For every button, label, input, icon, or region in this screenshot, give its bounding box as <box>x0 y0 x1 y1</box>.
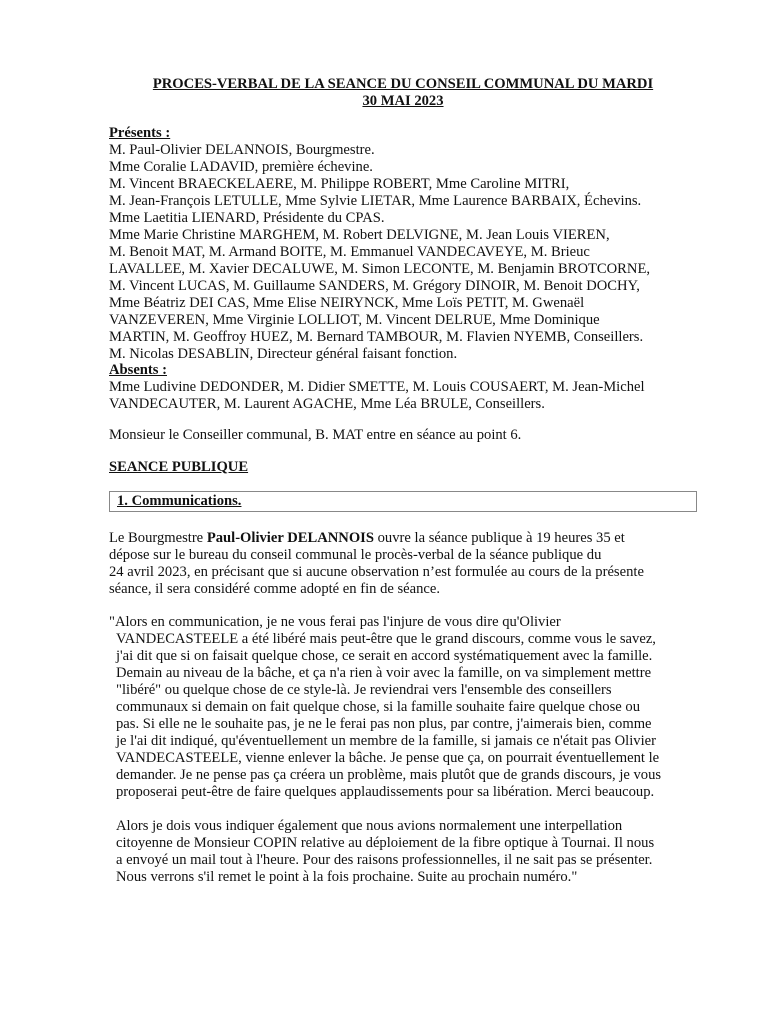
section-heading: SEANCE PUBLIQUE <box>109 459 249 475</box>
presents-line: M. Nicolas DESABLIN, Directeur général faisant fonction. <box>109 346 458 362</box>
quote-paragraph-1 <box>109 614 709 801</box>
quote-line: VANDECASTEELE a été libéré mais peut-être que le grand discours, comme vous le savez, <box>116 631 656 647</box>
intro-line: séance, il sera considéré comme adopté en fin de séance. <box>109 581 441 597</box>
document-title-line2: 30 MAI 2023 <box>362 93 444 109</box>
mayor-name: Paul-Olivier DELANNOIS <box>206 530 374 546</box>
agenda-item-title: 1. Communications. <box>117 493 242 509</box>
presents-line: Mme Coralie LADAVID, première échevine. <box>109 159 373 175</box>
late-arrival-note: Monsieur le Conseiller communal, B. MAT entre en séance au point 6. <box>109 427 522 443</box>
quote-line: j'ai dit que si on faisait quelque chose, ce serait en accord systématiquement avec la famille. <box>116 648 653 664</box>
presents-line: Mme Marie Christine MARGHEM, M. Robert DELVIGNE, M. Jean Louis VIEREN, <box>109 227 610 243</box>
absents-line: Mme Ludivine DEDONDER, M. Didier SMETTE, M. Louis COUSAERT, M. Jean-Michel <box>109 379 645 395</box>
intro-line: dépose sur le bureau du conseil communal le procès-verbal de la séance publique du <box>109 547 602 563</box>
presents-line: Mme Laetitia LIENARD, Présidente du CPAS. <box>109 210 385 226</box>
absents-line: VANDECAUTER, M. Laurent AGACHE, Mme Léa BRULE, Conseillers. <box>109 396 545 412</box>
quote-line: demander. Je ne pense pas ça créera un problème, mais plutôt que de grands discours, je vous <box>116 767 662 783</box>
document-title-line1: PROCES-VERBAL DE LA SEANCE DU CONSEIL COMMUNAL DU MARDI <box>152 76 654 92</box>
intro-line1-rest: ouvre la séance publique à 19 heures 35 et <box>373 530 625 546</box>
quote-line: proposerai peut-être de faire quelques applaudissements pour sa libération. Merci beaucoup. <box>116 784 655 800</box>
quote-line: a envoyé un mail tout à l'heure. Pour des raisons professionnelles, il ne sait pas se présenter. <box>116 852 653 868</box>
presents-line: VANZEVEREN, Mme Virginie LOLLIOT, M. Vincent DELRUE, Mme Dominique <box>109 312 600 328</box>
quote-line: Alors je dois vous indiquer également que nous avions normalement une interpellation <box>116 818 623 834</box>
presents-line: MARTIN, M. Geoffroy HUEZ, M. Bernard TAMBOUR, M. Flavien NYEMB, Conseillers. <box>109 329 644 345</box>
presents-line: M. Vincent BRAECKELAERE, M. Philippe ROBERT, Mme Caroline MITRI, <box>109 176 570 192</box>
quote-line: pas. Si elle ne le souhaite pas, je ne le ferai pas non plus, par contre, j'aimerais bien, comme <box>116 716 652 732</box>
presents-line: Mme Béatriz DEI CAS, Mme Elise NEIRYNCK, Mme Loïs PETIT, M. Gwenaël <box>109 295 585 311</box>
quote-line: "Alors en communication, je ne vous ferai pas l'injure de vous dire qu'Olivier <box>109 614 561 630</box>
quote-line: Nous verrons s'il remet le point à la fois prochaine. Suite au prochain numéro." <box>116 869 578 885</box>
quote-line: je l'ai dit indiqué, qu'éventuellement un membre de la famille, si jamais ce n'était pas Olivier <box>116 733 656 749</box>
intro-line: 24 avril 2023, en précisant que si aucune observation n’est formulée au cours de la présente <box>109 564 644 580</box>
intro-paragraph <box>109 530 699 598</box>
absents-heading: Absents : <box>109 362 167 378</box>
presents-line: M. Jean-François LETULLE, Mme Sylvie LIETAR, Mme Laurence BARBAIX, Échevins. <box>109 193 642 209</box>
presents-heading: Présents : <box>109 125 171 141</box>
quote-line: Demain au niveau de la bâche, et ça n'a rien à voir avec la famille, on va simplement mettre <box>116 665 652 681</box>
intro-line-1 <box>109 530 699 547</box>
intro-prefix: Le Bourgmestre <box>109 530 207 546</box>
presents-line: LAVALLEE, M. Xavier DECALUWE, M. Simon LECONTE, M. Benjamin BROTCORNE, <box>109 261 651 277</box>
quote-line: VANDECASTEELE, vienne enlever la bâche. Je pense que ça, on pourrait éventuellement le <box>116 750 660 766</box>
quote-paragraph-2 <box>109 818 709 886</box>
quote-line: citoyenne de Monsieur COPIN relative au déploiement de la fibre optique à Tournai. Il nous <box>116 835 655 851</box>
quote-line: "libéré" ou quelque chose de ce style-là. Je reviendrai vers l'ensemble des conseillers <box>116 682 612 698</box>
presents-line: M. Paul-Olivier DELANNOIS, Bourgmestre. <box>109 142 375 158</box>
quote-line: communaux si demain on fait quelque chose, si la famille souhaite faire quelque chose ou <box>116 699 640 715</box>
agenda-item-box <box>109 491 697 512</box>
presents-line: M. Vincent LUCAS, M. Guillaume SANDERS, M. Grégory DINOIR, M. Benoit DOCHY, <box>109 278 640 294</box>
presents-line: M. Benoit MAT, M. Armand BOITE, M. Emmanuel VANDECAVEYE, M. Brieuc <box>109 244 590 260</box>
